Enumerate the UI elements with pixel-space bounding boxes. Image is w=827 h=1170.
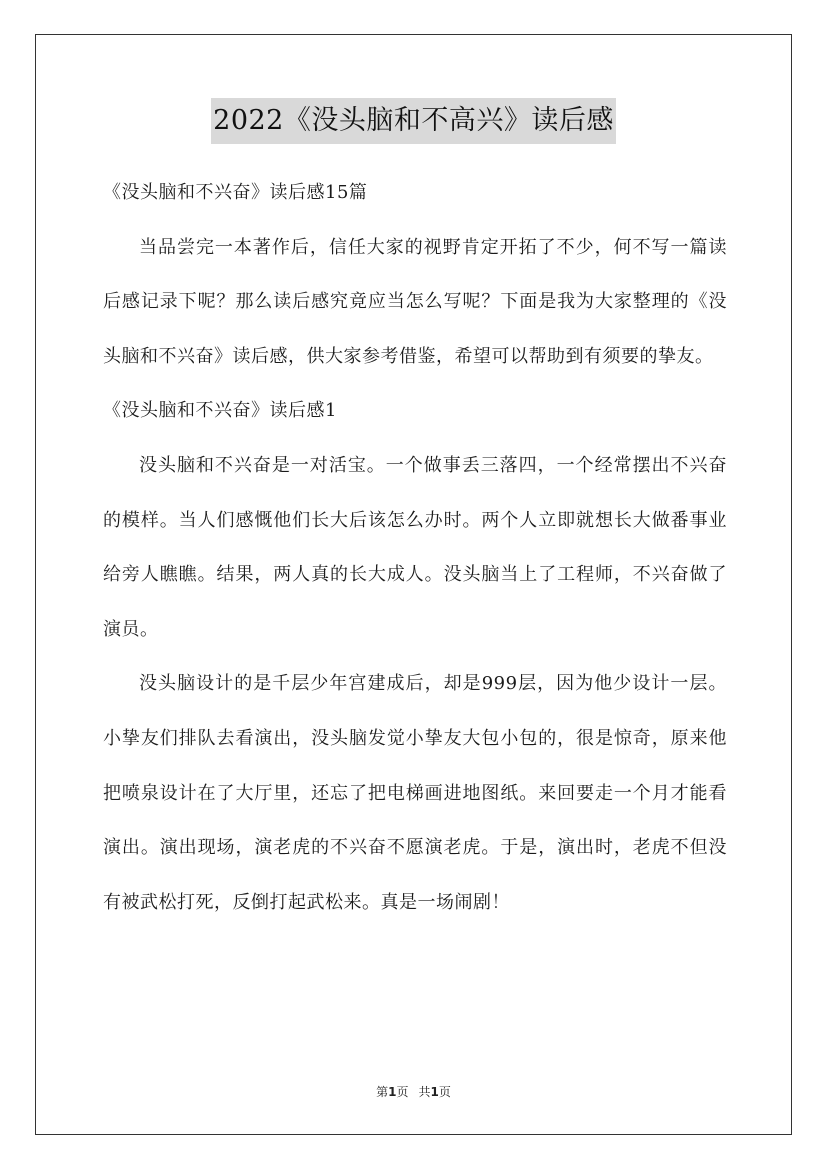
intro-paragraph: 当品尝完一本著作后，信任大家的视野肯定开拓了不少，何不写一篇读后感记录下呢？那么读后感究竟应当怎么写呢？下面是我为大家整理的《没头脑和不兴奋》读后感，供大家参考借鉴，希望可以帮助到有须要的挚友。 — [103, 236, 727, 367]
page-suffix: 页 — [396, 1085, 409, 1099]
document-subtitle: 《没头脑和不兴奋》读后感15篇 — [103, 182, 368, 203]
page-number: 1 — [388, 1085, 397, 1099]
total-suffix: 页 — [438, 1085, 451, 1099]
document-title: 2022《没头脑和不高兴》读后感 — [211, 98, 616, 144]
page-footer — [0, 1083, 827, 1100]
total-pages: 1 — [430, 1085, 439, 1099]
document-body — [103, 166, 727, 930]
body-paragraph: 没头脑和不兴奋是一对活宝。一个做事丢三落四，一个经常摆出不兴奋的模样。当人们感慨他们长大后该怎么办时。两个人立即就想长大做番事业给旁人瞧瞧。结果，两人真的长大成人。没头脑当上了工程师，不兴奋做了演员。 — [103, 454, 727, 640]
section-heading: 《没头脑和不兴奋》读后感1 — [103, 400, 337, 422]
total-prefix: 共 — [418, 1085, 431, 1099]
body-paragraph: 没头脑设计的是千层少年宫建成后，却是999层，因为他少设计一层。小挚友们排队去看演出，没头脑发觉小挚友大包小包的，很是惊奇，原来他把喷泉设计在了大厅里，还忘了把电梯画进地图纸。来回要走一个月才能看演出。演出现场，演老虎的不兴奋不愿演老虎。于是，演出时，老虎不但没有被武松打死，反倒打起武松来。真是一场闹剧！ — [103, 673, 727, 913]
title-container — [0, 98, 827, 144]
page-prefix: 第 — [376, 1085, 389, 1099]
